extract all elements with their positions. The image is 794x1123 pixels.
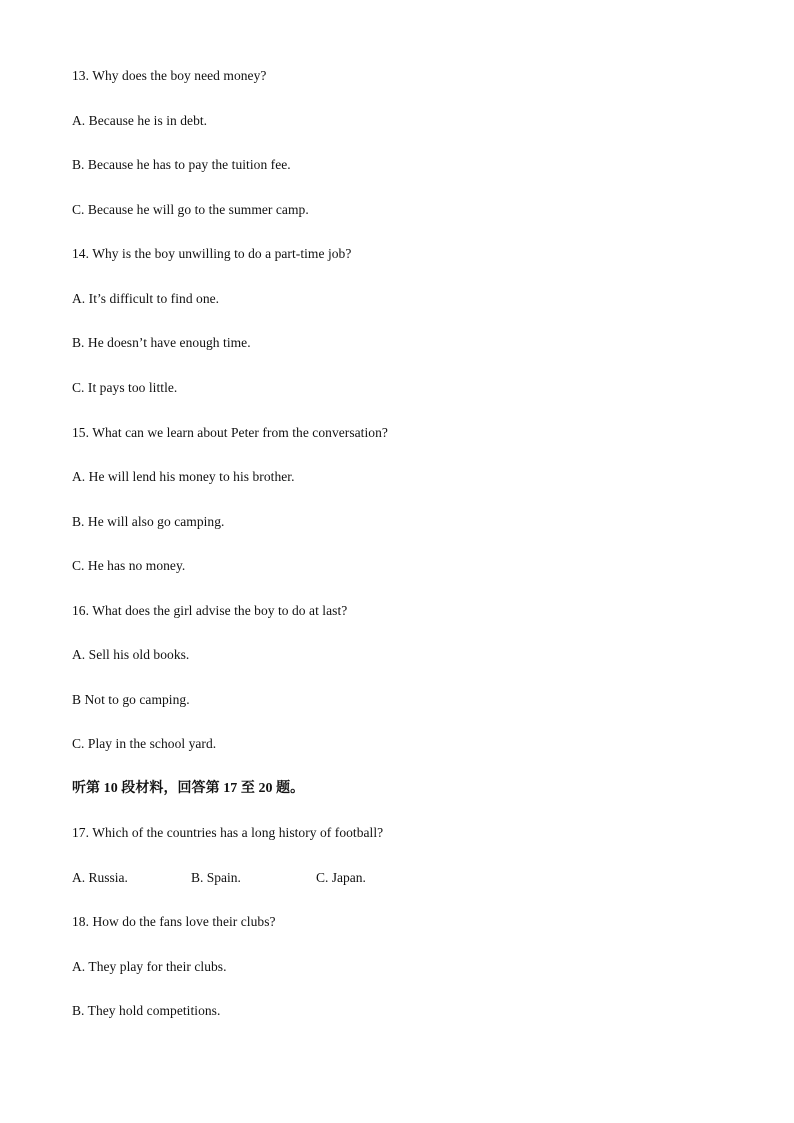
- question-13-option-b: B. Because he has to pay the tuition fee.: [72, 157, 291, 172]
- question-15-stem: 15. What can we learn about Peter from the conversation?: [72, 425, 388, 440]
- question-17-stem: 17. Which of the countries has a long history of football?: [72, 825, 384, 840]
- question-17-option-c: C. Japan.: [316, 870, 366, 885]
- question-17-options: [72, 869, 472, 887]
- question-16-option-c: C. Play in the school yard.: [72, 736, 217, 751]
- question-18-stem: 18. How do the fans love their clubs?: [72, 914, 276, 929]
- question-14-option-a: A. It’s difficult to find one.: [72, 291, 220, 306]
- question-17-option-b: B. Spain.: [191, 870, 241, 885]
- question-14-option-b: B. He doesn’t have enough time.: [72, 335, 251, 350]
- question-14-option-c: C. It pays too little.: [72, 380, 178, 395]
- question-16-stem: 16. What does the girl advise the boy to do at last?: [72, 603, 348, 618]
- question-17-option-a: A. Russia.: [72, 870, 128, 885]
- question-13-option-a: A. Because he is in debt.: [72, 113, 208, 128]
- question-18-option-b: B. They hold competitions.: [72, 1003, 221, 1018]
- question-16-option-a: A. Sell his old books.: [72, 647, 190, 662]
- section-heading: 听第 10 段材料，回答第 17 至 20 题。: [72, 781, 305, 796]
- question-13-stem: 13. Why does the boy need money?: [72, 68, 267, 83]
- question-18-option-a: A. They play for their clubs.: [72, 959, 227, 974]
- question-15-option-c: C. He has no money.: [72, 558, 186, 573]
- question-13-option-c: C. Because he will go to the summer camp.: [72, 202, 309, 217]
- question-14-stem: 14. Why is the boy unwilling to do a part-time job?: [72, 246, 352, 261]
- question-16-option-b: B Not to go camping.: [72, 692, 190, 707]
- question-15-option-b: B. He will also go camping.: [72, 514, 225, 529]
- question-15-option-a: A. He will lend his money to his brother.: [72, 469, 295, 484]
